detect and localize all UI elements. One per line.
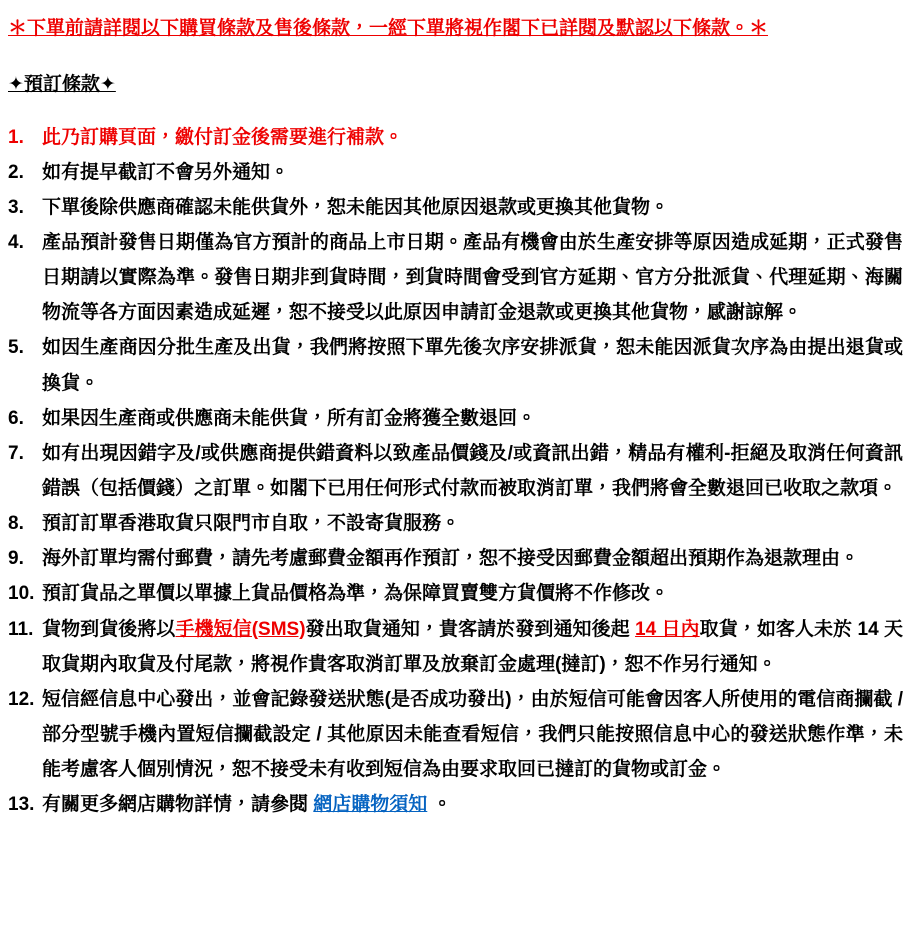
- term-item-13: [8, 787, 903, 822]
- term-text: [42, 787, 903, 822]
- term-text: [42, 330, 903, 400]
- section-title-preorder-terms: ✦預訂條款✦: [8, 73, 116, 95]
- term-text-segment: 產品預計發售日期僅為官方預計的商品上市日期。產品有機會由於生產安排等原因造成延期，正式發售日期請以實際為準。發售日期非到貨時間，到貨時間會受到官方延期、官方分批派貨、代理延期、海關物流等各方面因素造成延遲，恕不接受以此原因申請訂金退款或更換其他貨物，感謝諒解。: [42, 232, 903, 324]
- term-item-9: [8, 541, 903, 576]
- term-number: 12.: [8, 688, 35, 710]
- term-number: 2.: [8, 161, 24, 183]
- term-number: 4.: [8, 232, 24, 254]
- term-text-segment: 此乃訂購頁面，繳付訂金後需要進行補款。: [42, 126, 404, 148]
- term-text-segment: 下單後除供應商確認未能供貨外，恕未能因其他原因退款或更換其他貨物。: [42, 196, 670, 218]
- term-number: 3.: [8, 196, 24, 218]
- term-item-3: [8, 190, 903, 225]
- term-text: [42, 401, 903, 436]
- term-item-11: [8, 612, 903, 682]
- term-item-8: [8, 506, 903, 541]
- term-number: 11.: [8, 618, 34, 640]
- term-text: [42, 506, 903, 541]
- term-text-segment: 短信經信息中心發出，並會記錄發送狀態(是否成功發出)，由於短信可能會因客人所使用的電信商攔截 / 部分型號手機內置短信攔截設定 / 其他原因未能查看短信，我們只能按照信息中心的發送狀態作準，未能考慮客人個別情況，恕不接受未有收到短信為由要求取回已撻訂的貨物或訂金。: [42, 688, 903, 781]
- term-text-segment: 發出取貨通知，貴客請於發到通知後起: [305, 618, 636, 640]
- term-text-segment: 貨物到貨後將以: [42, 618, 176, 640]
- term-text: [42, 541, 903, 576]
- term-text-segment: 如有出現因錯字及/或供應商提供錯資料以致產品價錢及/或資訊出錯，精品有權利-拒絕及取消任何資訊錯誤（包括價錢）之訂單。如閣下已用任何形式付款而被取消訂單，我們將會全數退回已收取之款項。: [42, 442, 903, 499]
- term-text-segment: 如果因生產商或供應商未能供貨，所有訂金將獲全數退回。: [42, 407, 537, 429]
- term-number: 13.: [8, 794, 35, 816]
- term-text: [42, 190, 903, 225]
- term-number: 8.: [8, 513, 24, 535]
- term-item-12: [8, 682, 903, 787]
- term-number: 5.: [8, 337, 24, 359]
- term-item-10: [8, 576, 903, 611]
- shop-guide-link[interactable]: 網店購物須知: [313, 794, 428, 816]
- term-text-segment: 。: [427, 794, 452, 816]
- term-item-1: [8, 120, 903, 155]
- term-text: [42, 682, 903, 787]
- term-text: [42, 612, 903, 682]
- term-text: [42, 155, 903, 190]
- term-text-highlight: 手機短信(SMS): [175, 618, 306, 640]
- term-text-segment: 預訂貨品之單價以單據上貨品價格為準，為保障買賣雙方貨價將不作修改。: [42, 583, 670, 605]
- term-item-6: [8, 401, 903, 436]
- term-text-segment: 如有提早截訂不會另外通知。: [42, 161, 290, 183]
- term-number: 7.: [8, 442, 24, 464]
- term-text: [42, 436, 903, 506]
- term-number: 10.: [8, 583, 35, 605]
- term-item-2: [8, 155, 903, 190]
- term-text: [42, 225, 903, 330]
- terms-list: [8, 120, 903, 823]
- term-item-4: [8, 225, 903, 330]
- page-title: ＊下單前請詳閱以下購買條款及售後條款，一經下單將視作閣下已詳閱及默認以下條款。＊: [8, 18, 769, 39]
- term-text-segment: 如因生產商因分批生產及出貨，我們將按照下單先後次序安排派貨，恕未能因派貨次序為由提出退貨或換貨。: [42, 337, 903, 394]
- term-text: [42, 120, 903, 155]
- term-text-segment: 有關更多網店購物詳情，請參閱: [42, 794, 314, 816]
- term-text-segment: 海外訂單均需付郵費，請先考慮郵費金額再作預訂，恕不接受因郵費金額超出預期作為退款理由。: [42, 548, 860, 570]
- term-number: 6.: [8, 407, 24, 429]
- term-text: [42, 576, 903, 611]
- term-number: 9.: [8, 548, 24, 570]
- term-text-segment: 預訂訂單香港取貨只限門市自取，不設寄貨服務。: [42, 513, 461, 535]
- term-number: 1.: [8, 126, 24, 148]
- term-text-segment: 取貨，如客人未於 14 天取貨期內取貨及付尾款，將視作貴客取消訂單及放棄訂金處理(撻訂)，恕不作另行通知。: [42, 618, 903, 675]
- term-item-7: [8, 436, 903, 506]
- term-item-5: [8, 330, 903, 400]
- term-text-highlight: 14 日內: [635, 618, 700, 640]
